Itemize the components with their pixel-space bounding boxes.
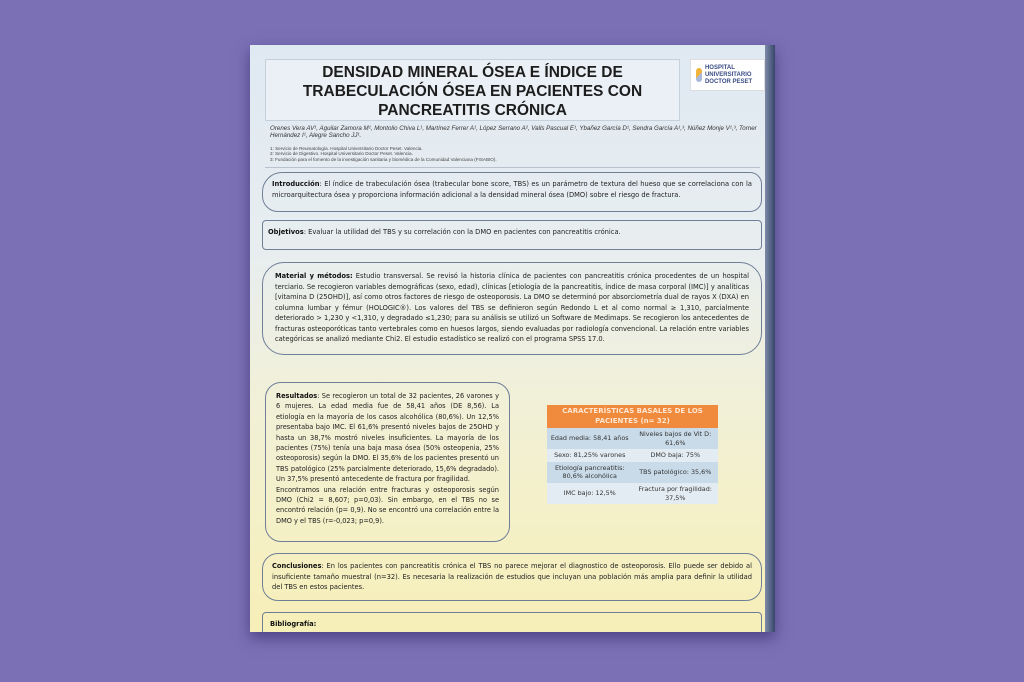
affiliation: 3: Fundación para el fomento de la investigación sanitaria y biomédica de la Comunidad Valenciana (FISABIO). <box>270 156 497 162</box>
section-text: : El índice de trabeculación ósea (trabecular bone score, TBS) es un parámetro de textura del hueso que se correlaciona con la microarquitectura ósea y proporciona información adicional a la densidad mineral ósea (DMO) sobre el riesgo de fractura. <box>272 180 752 199</box>
table-row <box>547 449 718 462</box>
section-label: Material y métodos: <box>275 272 353 280</box>
poster-title: DENSIDAD MINERAL ÓSEA E ÍNDICE DE TRABECULACIÓN ÓSEA EN PACIENTES CON PANCREATITIS CRÓNICA <box>265 59 680 121</box>
section-label: Conclusiones <box>272 562 322 570</box>
bibliography-section <box>262 612 762 632</box>
section-text: Encontramos una relación entre fracturas y osteoporosis según DMO (Chi2 = 8,607; p=0,03). Sin embargo, en el TBS no se encontró relación (p= 0,9). No se encontró una correlación entre la DMO y el TBS (r=-0,023; p=0,9). <box>276 485 499 525</box>
affiliation: 2: Servicio de Digestivo. Hospital Universitario Doctor Peset. Valencia. <box>270 151 413 157</box>
section-text: : Evaluar la utilidad del TBS y su correlación con la DMO en pacientes con pancreatitis crónica. <box>303 228 621 236</box>
table-cell: IMC bajo: 12,5% <box>547 483 633 504</box>
objectives-section <box>262 220 762 250</box>
section-label: Introducción <box>272 180 320 188</box>
table-cell: Sexo: 81,25% varones <box>547 449 633 462</box>
section-text: Estudio transversal. Se revisó la historia clínica de pacientes con pancreatitis crónica procedentes de un hospital terciario. Se recogieron variables demográficas (sexo, edad), clínicas [etiología de la pancreatitis, índice de masa corporal (IMC)] y analíticas [vitamina D (25OHD)], así como otros factores de riesgo de osteoporosis. La DMO se determinó por absorciometría dual de rayos X (DXA) en columna lumbar y fémur (HOLOGIC®). Los valores del TBS se definieron según Redondo L et al como normal ≥ 1,310, parcialmente deteriorado > 1,230 y <1,310, y degradado ≤1,230; para su análisis se utilizó un Software de Medimaps. Se recogieron los antecedentes de fracturas osteoporóticas tanto vertebrales como en huesos largos, siendo evaluadas por radiología convencional. La relación entre variables categóricas se analizó mediante Chi2. El estudio estadístico se realizó con el programa SPSS 17.0. <box>275 272 749 343</box>
table-header: CARACTERÍSTICAS BASALES DE LOS PACIENTES (n= 32) <box>547 405 718 428</box>
table-row <box>547 462 718 483</box>
divider <box>265 167 760 168</box>
table-cell: TBS patológico: 35,6% <box>633 462 719 483</box>
logo-text: HOSPITAL UNIVERSITARIO DOCTOR PESET <box>704 64 753 85</box>
poster <box>250 45 775 632</box>
table-row <box>547 428 718 449</box>
results-section <box>265 382 510 542</box>
baseline-characteristics-table <box>547 405 718 504</box>
section-text: : Se recogieron un total de 32 pacientes, 26 varones y 6 mujeres. La edad media fue de 58,41 años (DE 8,56). La etiología en la mayoría de los casos alcohólica (80,6%). Un 12,5% presentaba bajo IMC. El 61,6% presentó niveles bajos de 25OHD y hasta un 38,7% mostró niveles insuficientes. La mayoría de los pacientes (75%) tenía una baja masa ósea (50% osteopenia, 25% osteoporosis) según la DMO. El 35,6% de los pacientes presentó un TBS patológico (25% parcialmente deteriorado, 15,6% degradado). Un 37,5% presentó antecedente de fractura por fragilidad. <box>276 392 499 484</box>
table-row <box>547 483 718 504</box>
conclusions-section <box>262 553 762 601</box>
affiliations <box>270 146 750 162</box>
section-label: Objetivos <box>268 228 304 236</box>
section-label: Resultados <box>276 392 318 400</box>
affiliation: 1: Servicio de Reumatología. Hospital Universitario Doctor Peset. Valencia. <box>270 146 423 151</box>
logo-mark-icon <box>696 68 702 82</box>
introduction-section <box>262 172 762 212</box>
table-cell: Etiología pancreatitis: 80,6% alcohólica <box>547 462 633 483</box>
hospital-logo <box>690 59 765 91</box>
authors: Orenes Vera AV¹, Aguilar Zamora M¹, Montolio Chiva L¹, Martínez Ferrer A¹, López Serrano A², Valls Pascual E¹, Ybañez García D¹, Sendra García A¹,³, Núñez Monje V¹,³, Torner Hernández I¹, Alegre Sancho JJ¹. <box>270 125 757 139</box>
methods-section <box>262 262 762 355</box>
table-cell: DMO baja: 75% <box>633 449 719 462</box>
section-text: : En los pacientes con pancreatitis crónica el TBS no parece mejorar el diagnostico de osteoporosis. Ello puede ser debido al insuficiente tamaño muestral (n=32). Es necesaria la realización de estudios que incluyan una población más amplia para definir la utilidad del TBS en estos pacientes. <box>272 562 752 591</box>
table-cell: Edad media: 58,41 años <box>547 428 633 449</box>
table-cell: Fractura por fragilidad: 37,5% <box>633 483 719 504</box>
section-label: Bibliografía: <box>270 620 317 628</box>
table-cell: Niveles bajos de Vit D: 61,6% <box>633 428 719 449</box>
